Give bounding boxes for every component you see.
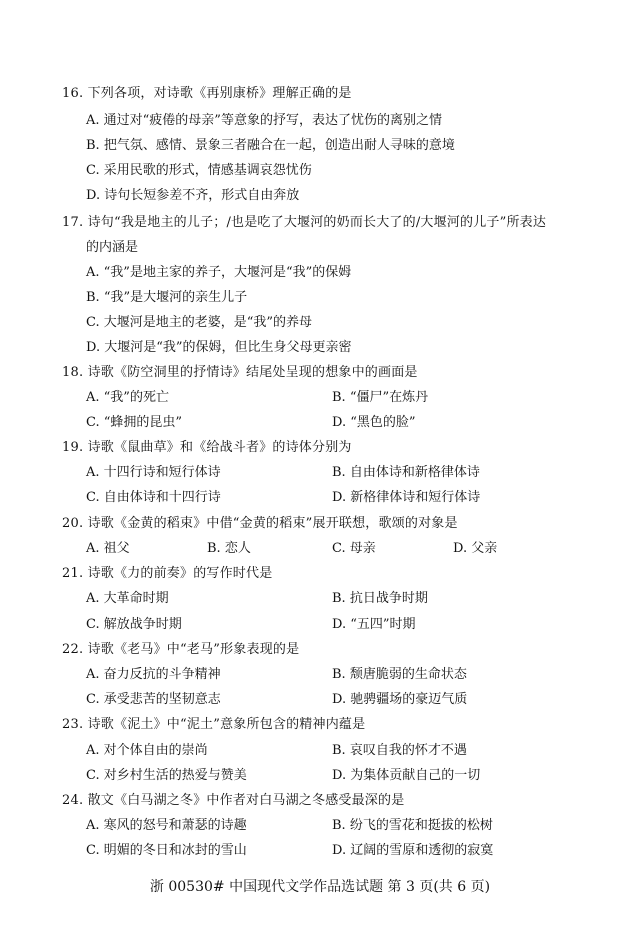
q17-option-c: C. 大堰河是地主的老婆，是“我”的养母 — [86, 315, 313, 330]
q22-option-a: A. 奋力反抗的斗争精神 — [86, 667, 221, 682]
question-21-stem: 21. 诗歌《力的前奏》的写作时代是 — [62, 566, 273, 581]
q18-option-c: C. “蜂拥的昆虫” — [86, 415, 183, 430]
q19-option-a: A. 十四行诗和短行体诗 — [86, 465, 221, 480]
q20-option-a: A. 祖父 — [86, 541, 130, 556]
question-24-stem: 24. 散文《白马湖之冬》中作者对白马湖之冬感受最深的是 — [62, 793, 405, 808]
q19-option-d: D. 新格律体诗和短行体诗 — [332, 490, 481, 505]
q16-option-c: C. 采用民歌的形式，情感基调哀怨忧伤 — [86, 163, 312, 178]
q24-option-c: C. 明媚的冬日和冰封的雪山 — [86, 843, 247, 858]
q23-option-c: C. 对乡村生活的热爱与赞美 — [86, 768, 247, 783]
question-17-stem: 17. 诗句“我是地主的儿子；/也是吃了大堰河的奶而长大了的/大堰河的儿子”所表达 — [62, 215, 547, 230]
question-17-stem-continued: 的内涵是 — [86, 240, 139, 255]
q18-option-b: B. “僵尸”在炼丹 — [332, 390, 429, 405]
q18-option-a: A. “我”的死亡 — [86, 390, 169, 405]
q23-option-d: D. 为集体贡献自己的一切 — [332, 768, 481, 783]
question-23-stem: 23. 诗歌《泥土》中“泥土”意象所包含的精神内蕴是 — [62, 717, 366, 732]
q23-option-a: A. 对个体自由的崇尚 — [86, 743, 208, 758]
q21-option-d: D. “五四”时期 — [332, 617, 416, 632]
q16-option-d: D. 诗句长短参差不齐，形式自由奔放 — [86, 188, 300, 203]
page-footer: 浙 00530# 中国现代文学作品选试题 第 3 页(共 6 页) — [149, 879, 491, 895]
q20-option-c: C. 母亲 — [332, 541, 376, 556]
q17-option-d: D. 大堰河是“我”的保姆，但比生身父母更亲密 — [86, 340, 352, 355]
q19-option-b: B. 自由体诗和新格律体诗 — [332, 465, 480, 480]
q17-option-a: A. “我”是地主家的养子，大堰河是“我”的保姆 — [86, 265, 352, 280]
q16-option-b: B. 把气氛、感情、景象三者融合在一起，创造出耐人寻味的意境 — [86, 138, 455, 153]
question-16-stem: 16. 下列各项，对诗歌《再别康桥》理解正确的是 — [62, 86, 352, 101]
q22-option-c: C. 承受悲苦的坚韧意志 — [86, 692, 221, 707]
q17-option-b: B. “我”是大堰河的亲生儿子 — [86, 290, 248, 305]
q22-option-b: B. 颓唐脆弱的生命状态 — [332, 667, 467, 682]
question-22-stem: 22. 诗歌《老马》中“老马”形象表现的是 — [62, 642, 300, 657]
q22-option-d: D. 驰骋疆场的豪迈气质 — [332, 692, 468, 707]
q21-option-c: C. 解放战争时期 — [86, 617, 182, 632]
question-19-stem: 19. 诗歌《鼠曲草》和《给战斗者》的诗体分别为 — [62, 440, 352, 455]
q19-option-c: C. 自由体诗和十四行诗 — [86, 490, 221, 505]
q23-option-b: B. 哀叹自我的怀才不遇 — [332, 743, 467, 758]
q21-option-a: A. 大革命时期 — [86, 591, 169, 606]
q21-option-b: B. 抗日战争时期 — [332, 591, 428, 606]
q20-option-d: D. 父亲 — [453, 541, 498, 556]
q18-option-d: D. “黑色的脸” — [332, 415, 416, 430]
q24-option-b: B. 纷飞的雪花和挺拔的松树 — [332, 818, 493, 833]
q24-option-d: D. 辽阔的雪原和透彻的寂寞 — [332, 843, 494, 858]
q24-option-a: A. 寒风的怒号和萧瑟的诗趣 — [86, 818, 247, 833]
question-20-stem: 20. 诗歌《金黄的稻束》中借“金黄的稻束”展开联想，歌颂的对象是 — [62, 516, 458, 531]
q16-option-a: A. 通过对“疲倦的母亲”等意象的抒写，表达了忧伤的离别之情 — [86, 113, 442, 128]
q20-option-b: B. 恋人 — [207, 541, 251, 556]
question-18-stem: 18. 诗歌《防空洞里的抒情诗》结尾处呈现的想象中的画面是 — [62, 365, 418, 380]
